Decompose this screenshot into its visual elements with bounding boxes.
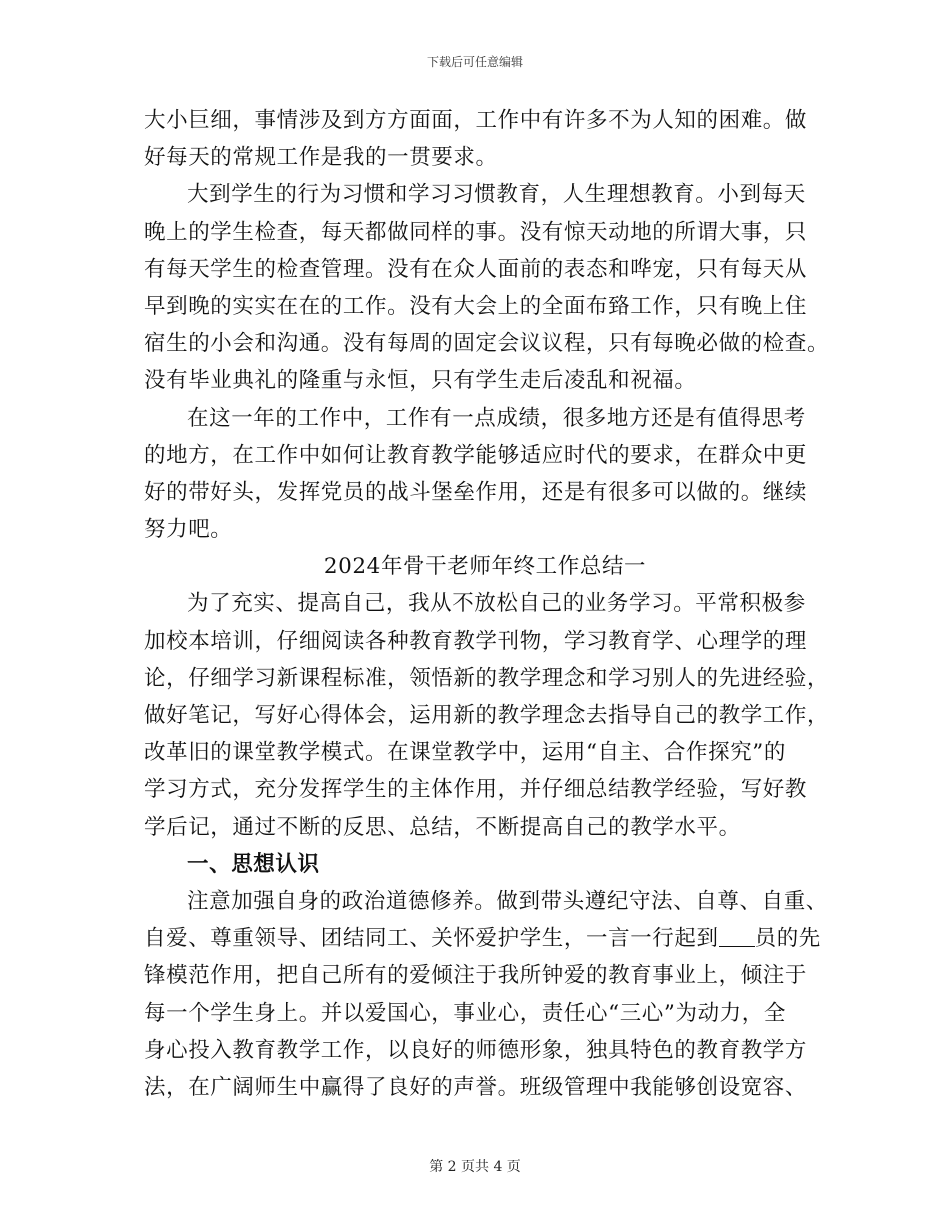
paragraph-line: 的地方，在工作中如何让教育教学能够适应时代的要求，在群众中更 <box>144 442 808 468</box>
paragraph-line: 学习方式，充分发挥学生的主体作用，并仔细总结教学经验，写好教 <box>144 777 808 803</box>
paragraph-line: 没有毕业典礼的隆重与永恒，只有学生走后凌乱和祝福。 <box>144 368 697 394</box>
paragraph-line: 早到晚的实实在在的工作。没有大会上的全面布臵工作，只有晚上住 <box>144 293 808 319</box>
paragraph-line: 身心投入教育教学工作，以良好的师德形象，独具特色的教育教学方 <box>144 1037 808 1063</box>
paragraph-line: 论，仔细学习新课程标准，领悟新的教学理念和学习别人的先进经验， <box>144 665 830 691</box>
paragraph-line: 法，在广阔师生中赢得了良好的声誉。班级管理中我能够创设宽容、 <box>144 1074 808 1100</box>
page-footer: 第 2 页共 4 页 <box>429 1159 521 1175</box>
section-heading: 一、思想认识 <box>187 851 320 877</box>
paragraph-line: 大小巨细，事情涉及到方方面面，工作中有许多不为人知的困难。做 <box>144 108 808 133</box>
paragraph-line: 做好笔记，写好心得体会，运用新的教学理念去指导自己的教学工作， <box>144 703 830 728</box>
paragraph-line: 注意加强自身的政治道德修养。做到带头遵纪守法、自尊、自重、 <box>187 888 828 914</box>
paragraph-line: 大到学生的行为习惯和学习习惯教育，人生理想教育。小到每天 <box>187 182 806 208</box>
document-body <box>144 102 830 1106</box>
paragraph-line: 学后记，通过不断的反思、总结，不断提高自己的教学水平。 <box>144 814 741 840</box>
paragraph-line: 好的带好头，发挥党员的战斗堡垒作用，还是有很多可以做的。继续 <box>144 479 808 505</box>
paragraph-line: 在这一年的工作中，工作有一点成绩，很多地方还是有值得思考 <box>187 405 806 431</box>
paragraph-line: 好每天的常规工作是我的一贯要求。 <box>144 145 498 171</box>
paragraph-line: 有每天学生的检查管理。没有在众人面前的表态和哗宠，只有每天从 <box>144 256 808 282</box>
paragraph-line: 宿生的小会和沟通。没有每周的固定会议议程，只有每晚必做的检查。 <box>144 331 830 357</box>
page-header: 下载后可任意编辑 <box>426 55 523 69</box>
paragraph-line: 为了充实、提高自己，我从不放松自己的业务学习。平常积极参 <box>187 591 806 617</box>
section-title: 2024年骨干老师年终工作总结一 <box>323 554 647 580</box>
paragraph-line: 努力吧。 <box>144 517 233 543</box>
paragraph-line: 加校本培训，仔细阅读各种教育教学刊物，学习教育学、心理学的理 <box>144 628 808 654</box>
paragraph-line: 每一个学生身上。并以爱国心，事业心，责任心“三心”为动力，全 <box>144 1000 786 1026</box>
paragraph-line: 改革旧的课堂教学模式。在课堂教学中，运用“自主、合作探究”的 <box>144 740 786 766</box>
fill-in-blank <box>719 926 755 947</box>
paragraph-line: 晚上的学生检查，每天都做同样的事。没有惊天动地的所谓大事，只 <box>144 219 808 245</box>
line-text-before-blank: 自爱、尊重领导、团结同工、关怀爱护学生，一言一行起到 <box>144 926 719 952</box>
line-text-after-blank: 员的先 <box>754 926 821 952</box>
paragraph-line <box>144 920 821 957</box>
paragraph-line: 锋模范作用，把自己所有的爱倾注于我所钟爱的教育事业上，倾注于 <box>144 963 808 989</box>
